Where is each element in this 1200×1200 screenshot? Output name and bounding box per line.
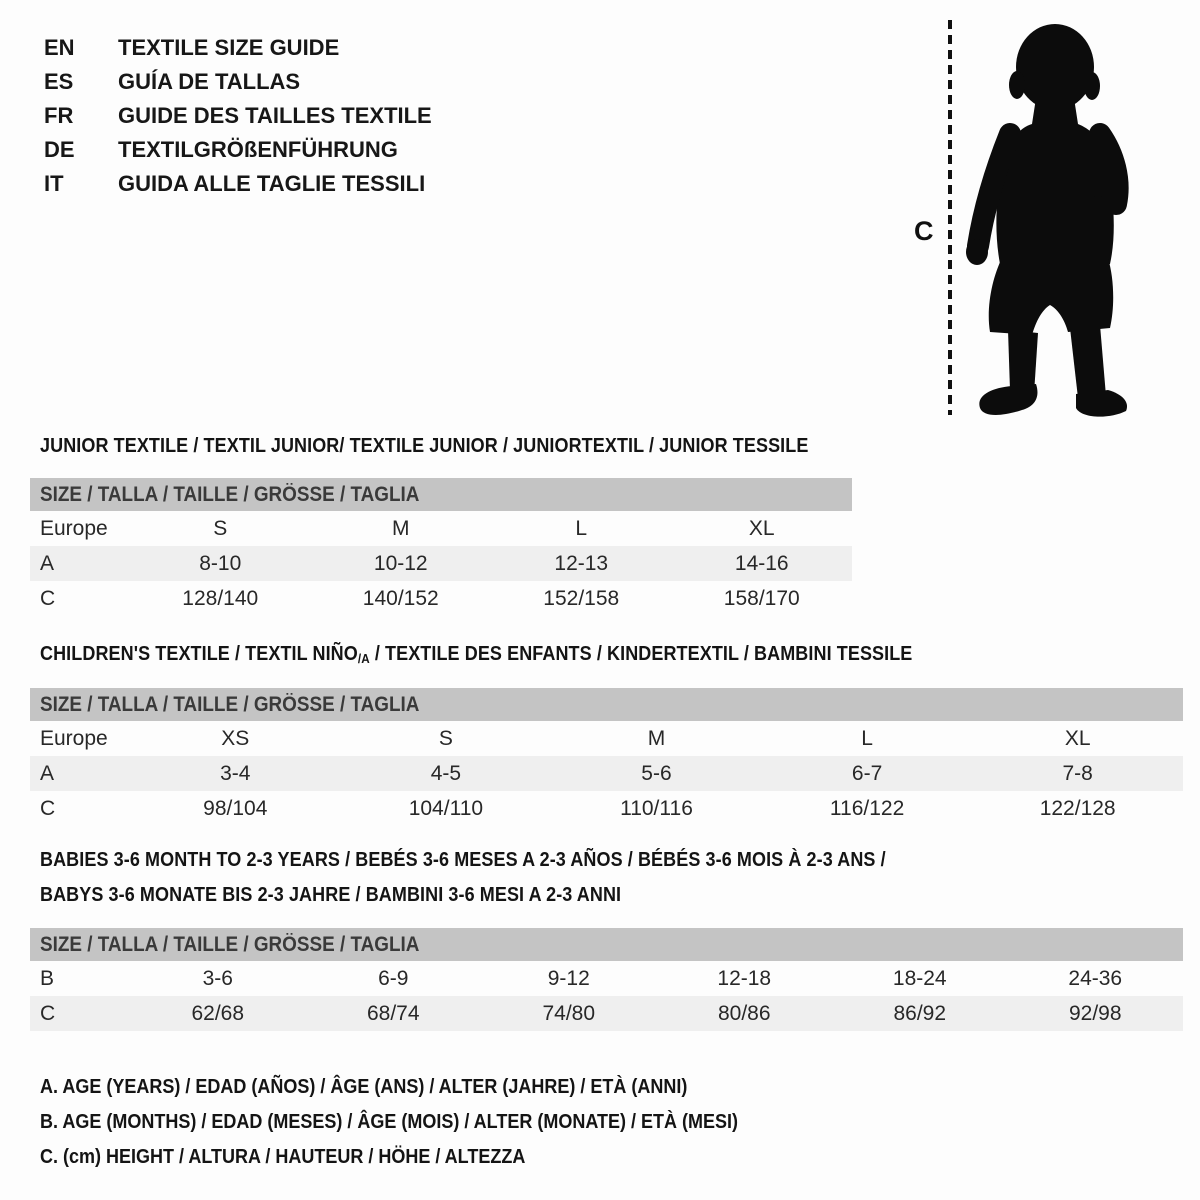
size-cell: L (575, 516, 588, 540)
age-cell: 6-9 (378, 966, 409, 990)
height-cell: 92/98 (1068, 1001, 1122, 1025)
age-cell: 3-4 (220, 761, 251, 785)
age-cell: 9-12 (547, 966, 590, 990)
size-table-header (30, 478, 852, 511)
children-size-table (30, 688, 1183, 826)
children-heading-subscript: /A (357, 651, 370, 666)
age-cell: 4-5 (430, 761, 462, 785)
age-cell: 8-10 (199, 551, 242, 575)
children-heading-text: / TEXTILE DES ENFANTS / KINDERTEXTIL / BAMBINI TESSILE (369, 643, 913, 665)
age-cell: 18-24 (892, 966, 947, 990)
guide-title: GUIDA ALLE TAGLIE TESSILI (118, 171, 426, 196)
height-cell: 104/110 (408, 796, 484, 820)
language-title-list (44, 31, 432, 201)
size-cell: XL (1064, 726, 1091, 750)
size-cell: S (438, 726, 453, 750)
height-cell: 158/170 (723, 586, 800, 610)
size-table-header-label: SIZE / TALLA / TAILLE / GRÖSSE / TAGLIA (40, 482, 420, 506)
guide-title: TEXTILE SIZE GUIDE (118, 35, 340, 60)
row-label: C (40, 796, 56, 820)
size-table-header (30, 688, 1183, 721)
children-section-heading (40, 643, 912, 666)
table-row-height (30, 581, 852, 616)
table-row-age (30, 756, 1183, 791)
language-code: EN (44, 35, 75, 60)
height-cell: 116/122 (829, 796, 905, 820)
language-code: FR (44, 103, 74, 128)
babies-size-table (30, 928, 1183, 1031)
language-row-en (44, 31, 432, 65)
guide-title: GUIDE DES TAILLES TEXTILE (118, 103, 432, 128)
row-label: A (40, 551, 55, 575)
age-cell: 24-36 (1068, 966, 1123, 990)
row-label: C (40, 1001, 56, 1025)
language-row-de (44, 133, 432, 167)
size-cell: M (392, 516, 410, 540)
age-cell: 12-18 (717, 966, 772, 990)
height-cell: 122/128 (1039, 796, 1116, 820)
row-label: Europe (40, 726, 108, 750)
junior-section-heading: JUNIOR TEXTILE / TEXTIL JUNIOR/ TEXTILE JUNIOR / JUNIORTEXTIL / JUNIOR TESSILE (40, 435, 809, 457)
language-code: ES (44, 69, 74, 94)
age-cell: 5-6 (641, 761, 672, 785)
age-cell: 3-6 (202, 966, 233, 990)
height-cell: 98/104 (203, 796, 268, 820)
size-table-header-label: SIZE / TALLA / TAILLE / GRÖSSE / TAGLIA (40, 692, 420, 716)
height-cell: 110/116 (620, 796, 693, 820)
language-code: DE (44, 137, 75, 162)
height-cell: 62/68 (191, 1001, 245, 1025)
table-row-europe (30, 511, 852, 546)
size-cell: XS (221, 726, 250, 750)
size-cell: L (861, 726, 873, 750)
legend-line-height-cm: C. (cm) HEIGHT / ALTURA / HAUTEUR / HÖHE / ALTEZZA (40, 1146, 526, 1168)
size-table-header-label: SIZE / TALLA / TAILLE / GRÖSSE / TAGLIA (40, 932, 420, 956)
height-cell: 68/74 (366, 1001, 420, 1025)
size-cell: S (213, 516, 228, 540)
language-row-it (44, 167, 432, 201)
age-cell: 7-8 (1062, 761, 1093, 785)
height-cell: 86/92 (893, 1001, 947, 1025)
height-cell: 128/140 (182, 586, 259, 610)
age-cell: 10-12 (373, 551, 428, 575)
height-cell: 152/158 (543, 586, 620, 610)
age-cell: 12-13 (554, 551, 609, 575)
row-label: B (40, 966, 55, 990)
language-row-es (44, 65, 432, 99)
legend-line-age-years: A. AGE (YEARS) / EDAD (AÑOS) / ÂGE (ANS) / ALTER (JAHRE) / ETÀ (ANNI) (40, 1076, 688, 1098)
children-heading-text: CHILDREN'S TEXTILE / TEXTIL NIÑO (40, 643, 358, 665)
size-cell: XL (748, 516, 775, 540)
table-row-height (30, 791, 1183, 826)
age-cell: 6-7 (851, 761, 883, 785)
size-table-header (30, 928, 1183, 961)
age-cell: 14-16 (734, 551, 789, 575)
babies-section-heading-line2: BABYS 3-6 MONATE BIS 2-3 JAHRE / BAMBINI 3-6 MESI A 2-3 ANNI (40, 884, 622, 906)
row-label: A (40, 761, 55, 785)
size-cell: M (647, 726, 666, 750)
toddler-silhouette-icon (958, 12, 1148, 420)
table-row-age-months (30, 961, 1183, 996)
table-row-height (30, 996, 1183, 1031)
babies-section-heading-line1: BABIES 3-6 MONTH TO 2-3 YEARS / BEBÉS 3-6 MESES A 2-3 AÑOS / BÉBÉS 3-6 MOIS À 2-3 ANS / (40, 849, 886, 871)
height-measure-dashed-line (948, 20, 952, 415)
junior-size-table (30, 478, 852, 616)
legend-line-age-months: B. AGE (MONTHS) / EDAD (MESES) / ÂGE (MOIS) / ALTER (MONATE) / ETÀ (MESI) (40, 1111, 738, 1133)
height-measure-label: C (914, 216, 934, 246)
row-label: C (40, 586, 56, 610)
guide-title: TEXTILGRÖßENFÜHRUNG (118, 137, 398, 162)
guide-title: GUÍA DE TALLAS (118, 69, 301, 94)
height-cell: 80/86 (717, 1001, 771, 1025)
height-cell: 74/80 (542, 1001, 596, 1025)
height-cell: 140/152 (362, 586, 439, 610)
row-label: Europe (40, 516, 108, 540)
language-row-fr (44, 99, 432, 133)
table-row-europe (30, 721, 1183, 756)
language-code: IT (44, 171, 64, 196)
table-row-age (30, 546, 852, 581)
